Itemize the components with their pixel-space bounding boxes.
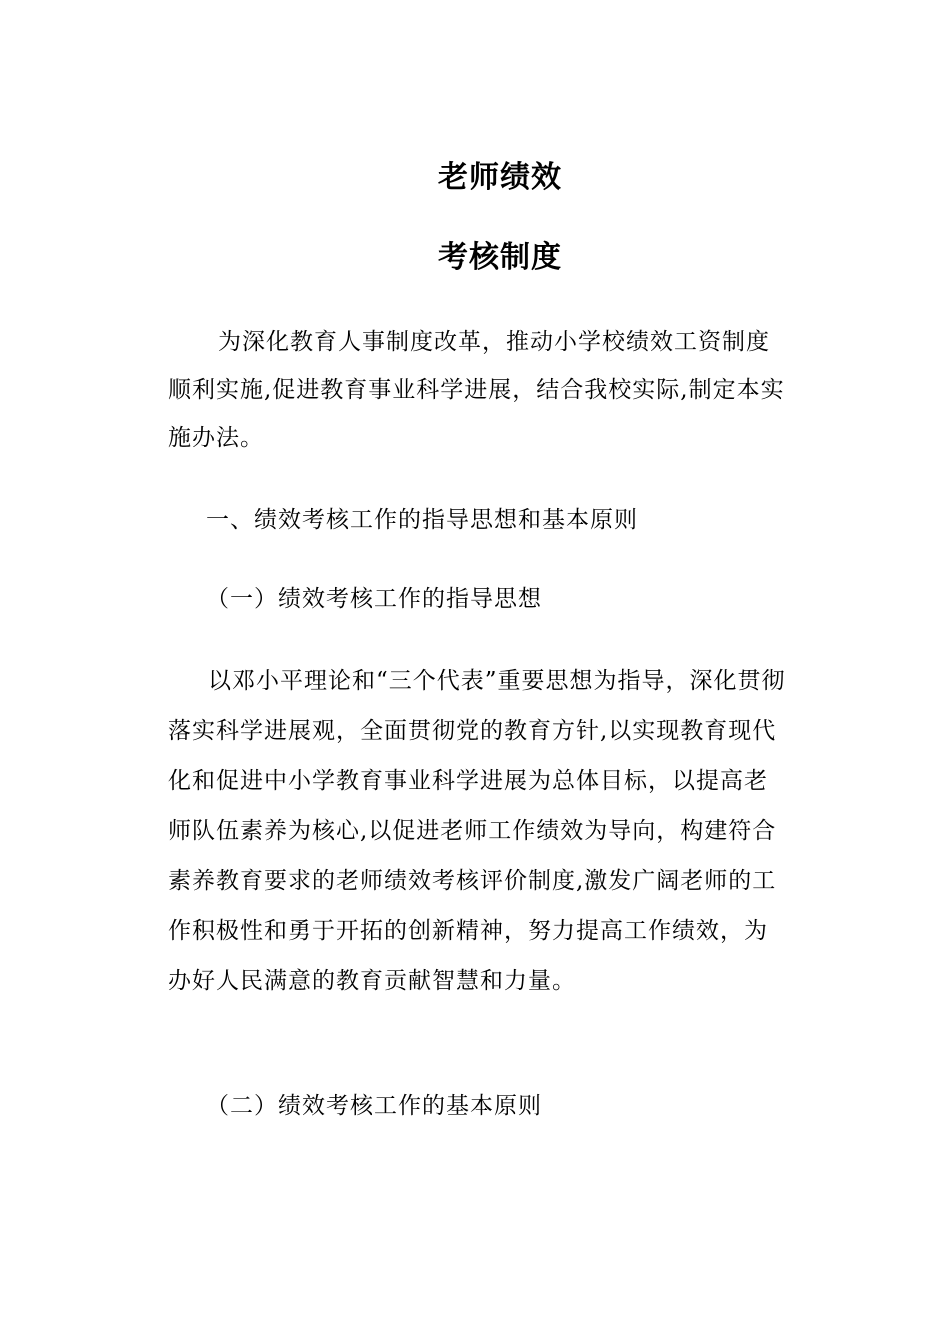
intro-paragraph: 为深化教育人事制度改革，推动小学校绩效工资制度顺利实施,促进教育事业科学进展，结合我校实际,制定本实施办法。 <box>168 329 785 451</box>
document-title-line2: 考核制度 <box>438 240 562 275</box>
subsection-heading-1: （一）绩效考核工作的指导思想 <box>206 586 542 612</box>
section-heading-1: 一、绩效考核工作的指导思想和基本原则 <box>206 507 638 533</box>
guiding-ideology-paragraph: 以邓小平理论和“三个代表”重要思想为指导，深化贯彻落实科学进展观，全面贯彻党的教育方针,以实现教育现代化和促进中小学教育事业科学进展为总体目标，以提高老师队伍素养为核心,以促进老师工作绩效为导向，构建符合素养教育要求的老师绩效考核评价制度,激发广阔老师的工作积极性和勇于开拓的创新精神，努力提高工作绩效，为办好人民满意的教育贡献智慧和力量。 <box>168 668 786 994</box>
document-title-line1: 老师绩效 <box>438 160 562 195</box>
subsection-heading-2: （二）绩效考核工作的基本原则 <box>206 1093 542 1119</box>
